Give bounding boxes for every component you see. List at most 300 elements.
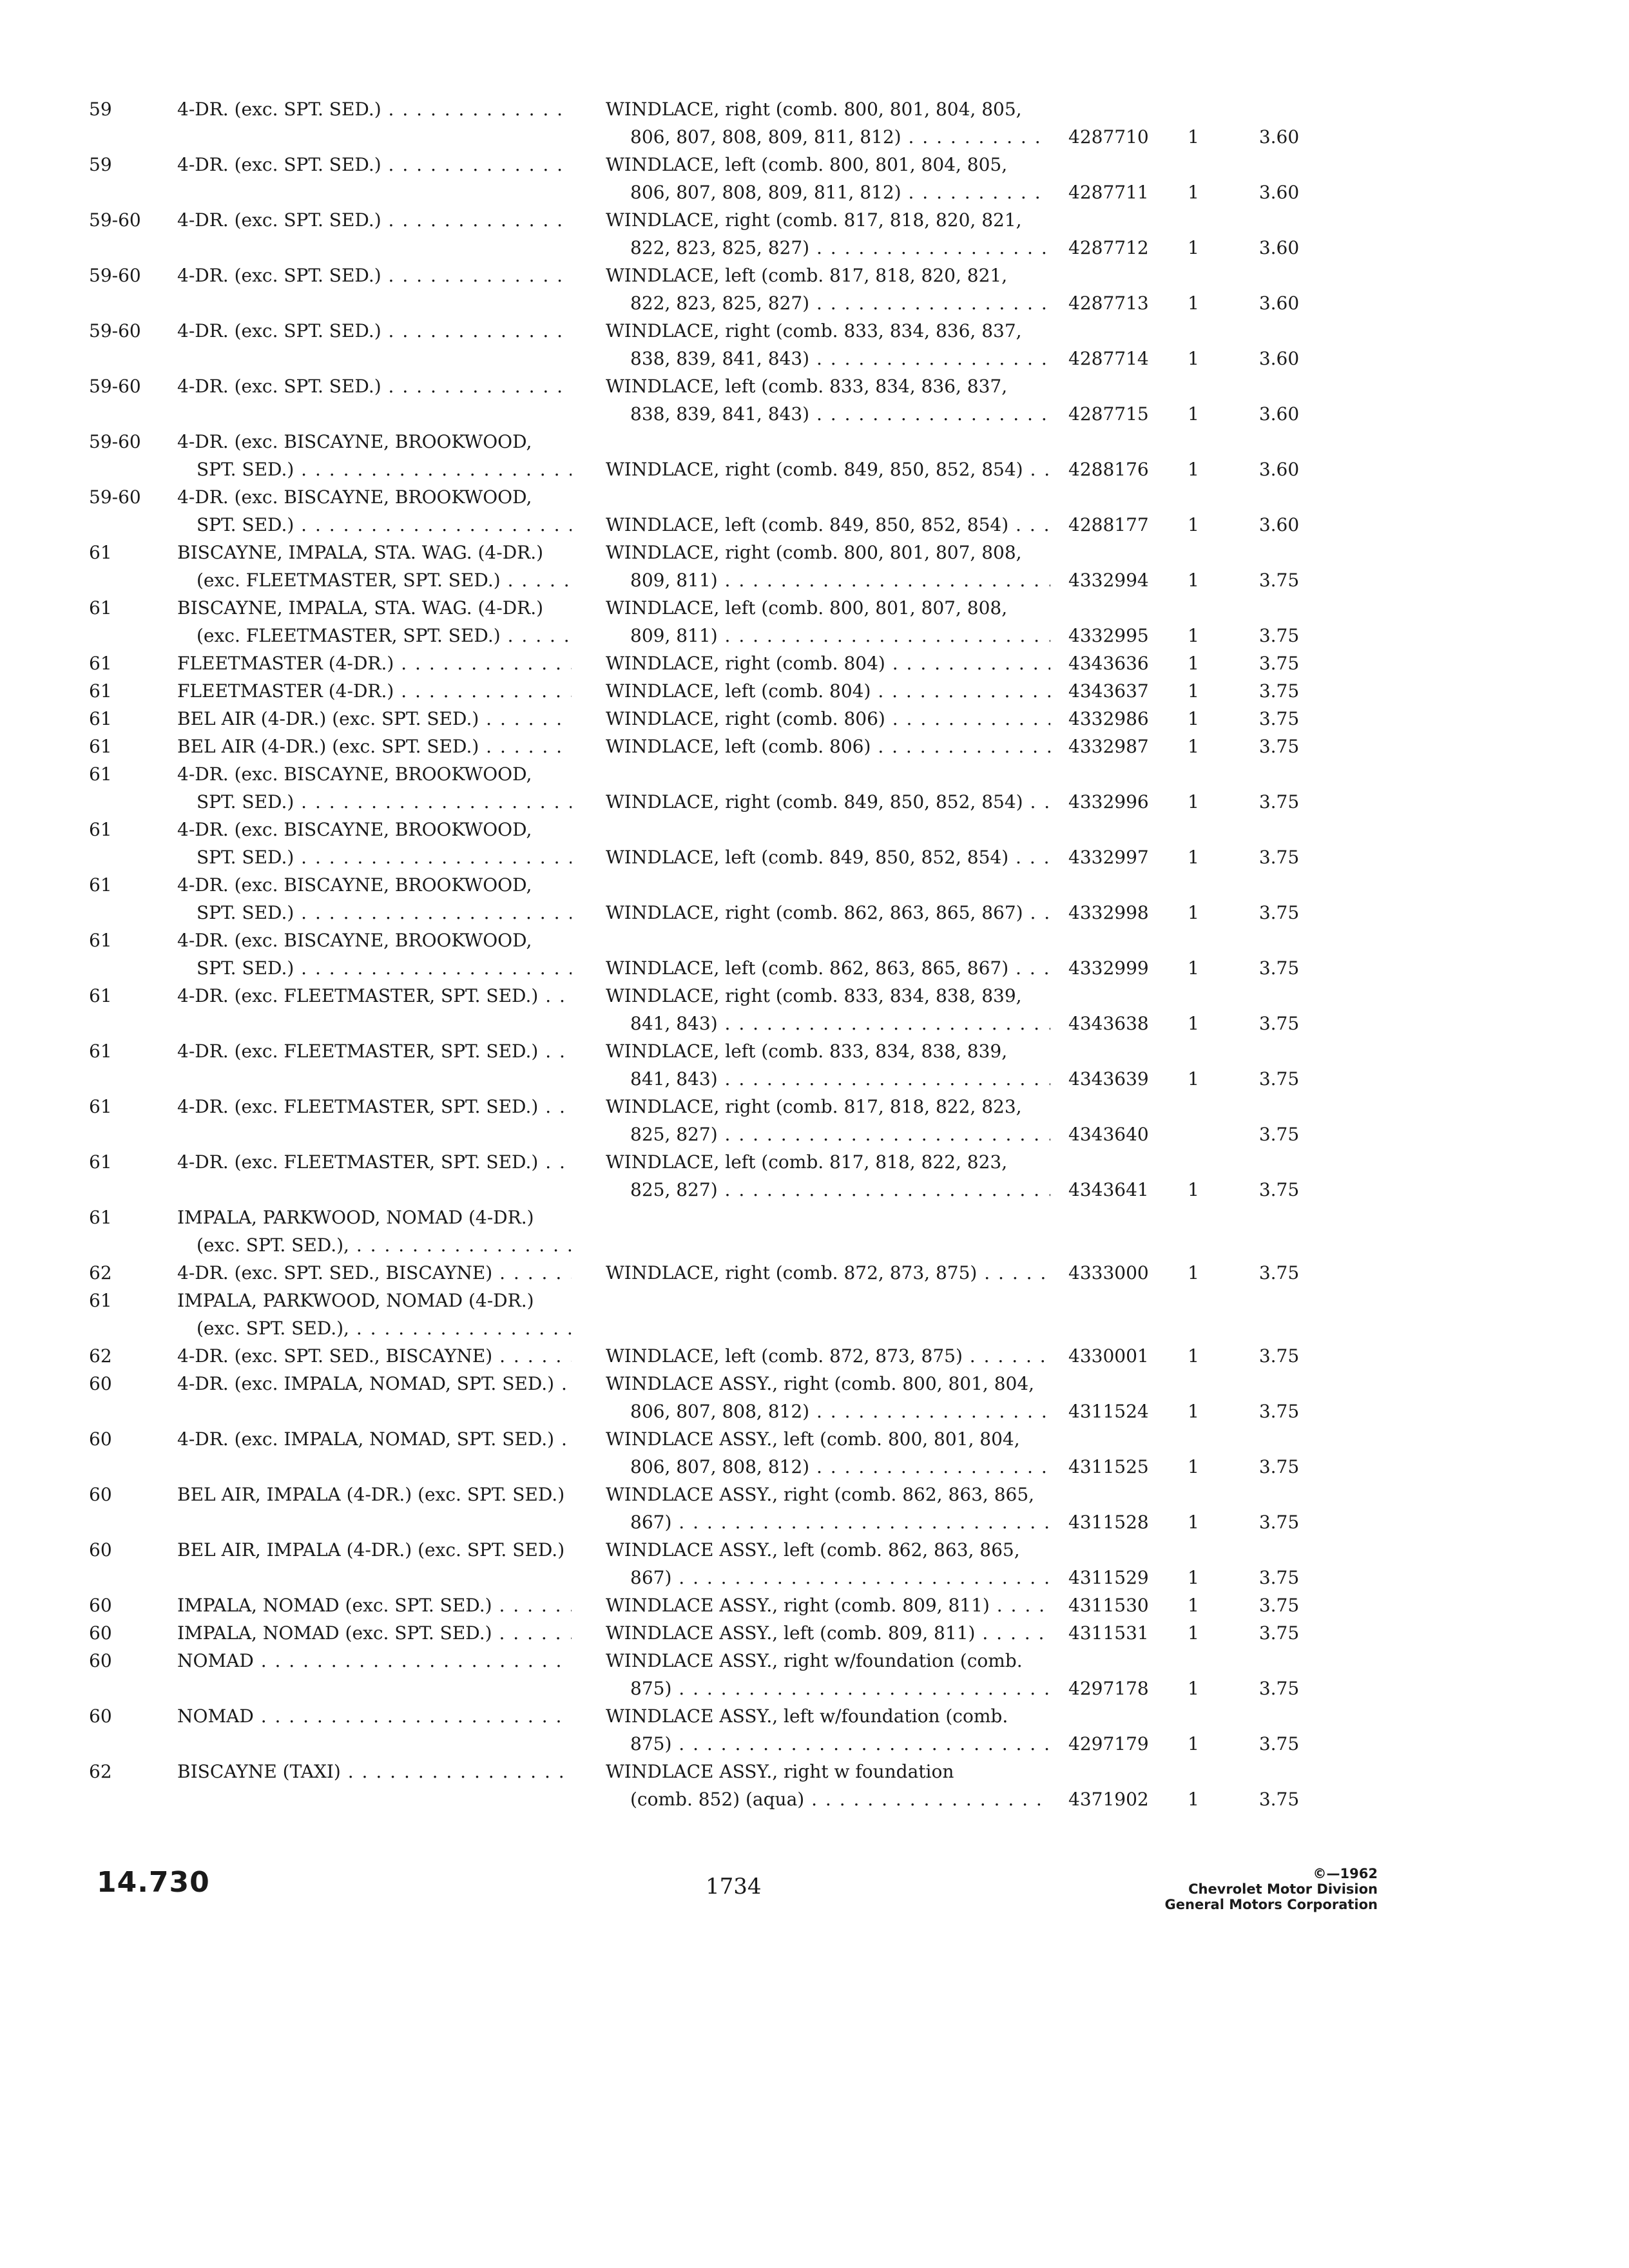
list-price: 3.75	[1258, 957, 1300, 979]
part-description: 867) . . .	[630, 1564, 1050, 1591]
entry-line	[0, 1536, 1629, 1564]
list-price: 3.75	[1258, 1345, 1300, 1367]
model-description: (exc. FLEETMASTER, SPT. SED.) . . .	[197, 566, 572, 594]
model-description: 4-DR. (exc. BISCAYNE, BROOKWOOD,	[177, 764, 532, 785]
parts-entry	[0, 1591, 1629, 1619]
model-year: 61	[89, 1290, 112, 1311]
model-description: 4-DR. (exc. IMPALA, NOMAD, SPT. SED.) . . .	[177, 1425, 572, 1453]
model-year: 61	[89, 736, 112, 757]
quantity: 1	[1188, 348, 1199, 369]
part-description: WINDLACE ASSY., left (comb. 800, 801, 804,	[606, 1428, 1020, 1450]
entry-line	[0, 345, 1629, 372]
model-description: BISCAYNE (TAXI) . . .	[177, 1758, 572, 1785]
quantity: 1	[1188, 1262, 1199, 1283]
entry-line	[0, 178, 1629, 206]
entry-line	[0, 871, 1629, 899]
model-description: BEL AIR (4-DR.) (exc. SPT. SED.) . . .	[177, 733, 572, 760]
part-number: 4333000	[1068, 1262, 1149, 1283]
model-year: 62	[89, 1262, 112, 1283]
quantity: 1	[1188, 1345, 1199, 1367]
entry-line	[0, 1481, 1629, 1508]
entry-line	[0, 1702, 1629, 1730]
part-description: 841, 843) . . .	[630, 1065, 1050, 1093]
entry-line	[0, 1508, 1629, 1536]
model-description: 4-DR. (exc. FLEETMASTER, SPT. SED.) . . .	[177, 1148, 572, 1176]
part-number: 4287714	[1068, 348, 1149, 369]
part-description: WINDLACE, right (comb. 804) . . .	[606, 649, 1050, 677]
part-number: 4332996	[1068, 791, 1149, 812]
model-description: BISCAYNE, IMPALA, STA. WAG. (4-DR.)	[177, 542, 544, 563]
part-description: WINDLACE, left (comb. 872, 873, 875) . . .	[606, 1342, 1050, 1370]
entry-line	[0, 372, 1629, 400]
list-price: 3.60	[1258, 514, 1300, 535]
part-number: 4297178	[1068, 1678, 1149, 1699]
list-price: 3.75	[1258, 1678, 1300, 1699]
entry-line	[0, 1176, 1629, 1204]
model-description: 4-DR. (exc. BISCAYNE, BROOKWOOD,	[177, 819, 532, 840]
part-description: 838, 839, 841, 843) . . .	[630, 400, 1050, 428]
quantity: 1	[1188, 708, 1199, 729]
part-number: 4288176	[1068, 459, 1149, 480]
part-description: 825, 827) . . .	[630, 1176, 1050, 1204]
model-description: FLEETMASTER (4-DR.) . . .	[177, 649, 572, 677]
parts-entry	[0, 483, 1629, 539]
quantity: 1	[1188, 625, 1199, 646]
model-description: IMPALA, NOMAD (exc. SPT. SED.) . . .	[177, 1591, 572, 1619]
entry-line	[0, 123, 1629, 151]
part-description: WINDLACE, left (comb. 800, 801, 807, 808,	[606, 597, 1008, 619]
part-description: WINDLACE ASSY., left w/foundation (comb.	[606, 1706, 1008, 1727]
parts-entry	[0, 95, 1629, 151]
part-description: WINDLACE, left (comb. 833, 834, 836, 837,	[606, 376, 1008, 397]
model-description: 4-DR. (exc. SPT. SED.) . . .	[177, 262, 572, 289]
model-description: 4-DR. (exc. SPT. SED., BISCAYNE) . . .	[177, 1259, 572, 1287]
model-description: IMPALA, PARKWOOD, NOMAD (4-DR.)	[177, 1290, 534, 1311]
parts-entry	[0, 816, 1629, 871]
parts-entry	[0, 1259, 1629, 1287]
part-description: 875) . . .	[630, 1675, 1050, 1702]
quantity: 1	[1188, 1068, 1199, 1090]
part-description: 867) . . .	[630, 1508, 1050, 1536]
parts-entry	[0, 1425, 1629, 1481]
model-year: 61	[89, 1041, 112, 1062]
model-description: BEL AIR, IMPALA (4-DR.) (exc. SPT. SED.) . . .	[177, 1481, 572, 1508]
section-number: 14.730	[97, 1866, 210, 1899]
model-year: 61	[89, 985, 112, 1006]
parts-entry	[0, 1619, 1629, 1647]
quantity: 1	[1188, 1401, 1199, 1422]
copyright-notice: ©—1962	[1313, 1866, 1378, 1881]
part-description: WINDLACE, right (comb. 817, 818, 822, 823,	[606, 1096, 1022, 1117]
model-year: 60	[89, 1706, 112, 1727]
model-year: 61	[89, 930, 112, 951]
parts-entry	[0, 1702, 1629, 1758]
parts-entry	[0, 206, 1629, 262]
quantity: 1	[1188, 1179, 1199, 1200]
model-description: 4-DR. (exc. SPT. SED.) . . .	[177, 317, 572, 345]
part-description: WINDLACE ASSY., right w foundation	[606, 1761, 954, 1782]
list-price: 3.75	[1258, 653, 1300, 674]
parts-entry	[0, 677, 1629, 705]
entry-line	[0, 1093, 1629, 1120]
part-description: WINDLACE, left (comb. 804) . . .	[606, 677, 1050, 705]
model-year: 59-60	[89, 209, 141, 231]
model-description: 4-DR. (exc. SPT. SED.) . . .	[177, 151, 572, 178]
parts-entry	[0, 1037, 1629, 1093]
entry-line	[0, 400, 1629, 428]
part-number: 4332997	[1068, 847, 1149, 868]
entry-line	[0, 594, 1629, 622]
parts-entry	[0, 594, 1629, 649]
part-number: 4311531	[1068, 1622, 1149, 1644]
quantity: 1	[1188, 126, 1199, 148]
entry-line	[0, 511, 1629, 539]
model-description: 4-DR. (exc. IMPALA, NOMAD, SPT. SED.) . . .	[177, 1370, 572, 1398]
model-year: 60	[89, 1595, 112, 1616]
part-description: 875) . . .	[630, 1730, 1050, 1758]
part-description: WINDLACE, right (comb. 800, 801, 804, 805,	[606, 99, 1022, 120]
publisher-division: Chevrolet Motor Division	[1188, 1881, 1378, 1897]
part-description: WINDLACE, right (comb. 800, 801, 807, 808,	[606, 542, 1022, 563]
part-description: 841, 843) . . .	[630, 1010, 1050, 1037]
model-description: 4-DR. (exc. SPT. SED., BISCAYNE) . . .	[177, 1342, 572, 1370]
parts-entry	[0, 372, 1629, 428]
model-description: BISCAYNE, IMPALA, STA. WAG. (4-DR.)	[177, 597, 544, 619]
part-description: 806, 807, 808, 809, 811, 812) . . .	[630, 178, 1050, 206]
model-year: 60	[89, 1373, 112, 1394]
part-number: 4287715	[1068, 403, 1149, 425]
parts-entry	[0, 1204, 1629, 1259]
list-price: 3.75	[1258, 1567, 1300, 1588]
part-description: 825, 827) . . .	[630, 1120, 1050, 1148]
model-description: 4-DR. (exc. FLEETMASTER, SPT. SED.) . . .	[177, 1093, 572, 1120]
list-price: 3.60	[1258, 293, 1300, 314]
list-price: 3.75	[1258, 1456, 1300, 1477]
model-year: 59	[89, 99, 112, 120]
part-description: (comb. 852) (aqua) . . .	[630, 1785, 1050, 1813]
list-price: 3.75	[1258, 708, 1300, 729]
publisher-corporation: General Motors Corporation	[1164, 1897, 1378, 1912]
entry-line	[0, 1730, 1629, 1758]
model-description: 4-DR. (exc. SPT. SED.) . . .	[177, 206, 572, 234]
entry-line	[0, 1148, 1629, 1176]
part-description: WINDLACE, right (comb. 833, 834, 838, 839,	[606, 985, 1022, 1006]
part-description: WINDLACE ASSY., right (comb. 809, 811) . . .	[606, 1591, 1050, 1619]
model-description: BEL AIR, IMPALA (4-DR.) (exc. SPT. SED.) . . .	[177, 1536, 572, 1564]
part-description: 809, 811) . . .	[630, 566, 1050, 594]
quantity: 1	[1188, 902, 1199, 923]
entry-line	[0, 428, 1629, 456]
part-description: 806, 807, 808, 812) . . .	[630, 1453, 1050, 1481]
part-description: WINDLACE ASSY., left (comb. 862, 863, 865,	[606, 1539, 1020, 1561]
model-year: 60	[89, 1622, 112, 1644]
part-description: WINDLACE, right (comb. 833, 834, 836, 837,	[606, 320, 1022, 341]
part-number: 4288177	[1068, 514, 1149, 535]
list-price: 3.75	[1258, 791, 1300, 812]
entry-line	[0, 760, 1629, 788]
quantity: 1	[1188, 1567, 1199, 1588]
model-description: (exc. FLEETMASTER, SPT. SED.) . . .	[197, 622, 572, 649]
entry-line	[0, 622, 1629, 649]
model-description: (exc. SPT. SED.), . . .	[197, 1314, 572, 1342]
parts-entry	[0, 151, 1629, 206]
entry-line	[0, 1785, 1629, 1813]
model-description: 4-DR. (exc. BISCAYNE, BROOKWOOD,	[177, 874, 532, 896]
model-year: 61	[89, 708, 112, 729]
model-description: 4-DR. (exc. FLEETMASTER, SPT. SED.) . . .	[177, 982, 572, 1010]
part-number: 4343638	[1068, 1013, 1149, 1034]
parts-entry	[0, 760, 1629, 816]
model-description: SPT. SED.) . . .	[197, 954, 572, 982]
entry-line	[0, 899, 1629, 927]
part-description: 809, 811) . . .	[630, 622, 1050, 649]
quantity: 1	[1188, 957, 1199, 979]
quantity: 1	[1188, 791, 1199, 812]
parts-entry	[0, 262, 1629, 317]
model-description: IMPALA, PARKWOOD, NOMAD (4-DR.)	[177, 1207, 534, 1228]
parts-entry	[0, 649, 1629, 677]
list-price: 3.75	[1258, 1622, 1300, 1644]
entry-line	[0, 1619, 1629, 1647]
model-year: 59	[89, 154, 112, 175]
part-number: 4330001	[1068, 1345, 1149, 1367]
quantity: 1	[1188, 1013, 1199, 1034]
entry-line	[0, 1675, 1629, 1702]
model-year: 60	[89, 1484, 112, 1505]
part-number: 4343639	[1068, 1068, 1149, 1090]
quantity: 1	[1188, 570, 1199, 591]
part-description: WINDLACE ASSY., right (comb. 800, 801, 804,	[606, 1373, 1035, 1394]
part-description: WINDLACE, right (comb. 872, 873, 875) . . .	[606, 1259, 1050, 1287]
part-number: 4332987	[1068, 736, 1149, 757]
entry-line	[0, 1314, 1629, 1342]
entry-line	[0, 1065, 1629, 1093]
quantity: 1	[1188, 680, 1199, 702]
list-price: 3.75	[1258, 1733, 1300, 1754]
model-year: 61	[89, 819, 112, 840]
part-number: 4332994	[1068, 570, 1149, 591]
part-description: 806, 807, 808, 809, 811, 812) . . .	[630, 123, 1050, 151]
model-year: 61	[89, 874, 112, 896]
model-year: 60	[89, 1650, 112, 1671]
entry-line	[0, 733, 1629, 760]
parts-entry	[0, 1370, 1629, 1425]
part-description: 838, 839, 841, 843) . . .	[630, 345, 1050, 372]
parts-entry	[0, 1148, 1629, 1204]
model-year: 59-60	[89, 320, 141, 341]
model-description: SPT. SED.) . . .	[197, 456, 572, 483]
model-year: 61	[89, 542, 112, 563]
entry-line	[0, 1425, 1629, 1453]
model-description: SPT. SED.) . . .	[197, 511, 572, 539]
list-price: 3.60	[1258, 459, 1300, 480]
entry-line	[0, 234, 1629, 262]
quantity: 1	[1188, 1789, 1199, 1810]
model-year: 59-60	[89, 431, 141, 452]
part-description: WINDLACE, right (comb. 849, 850, 852, 854) . . .	[606, 788, 1050, 816]
entry-line	[0, 816, 1629, 843]
part-description: WINDLACE, left (comb. 800, 801, 804, 805,	[606, 154, 1008, 175]
entry-line	[0, 649, 1629, 677]
list-price: 3.75	[1258, 625, 1300, 646]
entry-line	[0, 1564, 1629, 1591]
list-price: 3.75	[1258, 902, 1300, 923]
part-number: 4311528	[1068, 1512, 1149, 1533]
entry-line	[0, 1287, 1629, 1314]
model-description: (exc. SPT. SED.), . . .	[197, 1231, 572, 1259]
entry-line	[0, 483, 1629, 511]
quantity: 1	[1188, 459, 1199, 480]
entry-line	[0, 317, 1629, 345]
part-description: WINDLACE, right (comb. 862, 863, 865, 867) . . .	[606, 899, 1050, 927]
part-number: 4332995	[1068, 625, 1149, 646]
part-number: 4311529	[1068, 1567, 1149, 1588]
part-description: WINDLACE ASSY., left (comb. 809, 811) . . .	[606, 1619, 1050, 1647]
quantity: 1	[1188, 1678, 1199, 1699]
list-price: 3.75	[1258, 680, 1300, 702]
part-number: 4297179	[1068, 1733, 1149, 1754]
list-price: 3.75	[1258, 736, 1300, 757]
model-description: FLEETMASTER (4-DR.) . . .	[177, 677, 572, 705]
publisher-block	[1165, 1866, 1378, 1912]
list-price: 3.75	[1258, 1013, 1300, 1034]
entry-line	[0, 539, 1629, 566]
part-description: WINDLACE ASSY., right w/foundation (comb.	[606, 1650, 1023, 1671]
part-number: 4332999	[1068, 957, 1149, 979]
page-number: 1734	[706, 1874, 762, 1899]
part-description: 806, 807, 808, 812) . . .	[630, 1398, 1050, 1425]
quantity: 1	[1188, 403, 1199, 425]
part-number: 4371902	[1068, 1789, 1149, 1810]
part-number: 4311525	[1068, 1456, 1149, 1477]
entry-line	[0, 1398, 1629, 1425]
model-year: 61	[89, 1207, 112, 1228]
entry-line	[0, 927, 1629, 954]
entry-line	[0, 677, 1629, 705]
entry-line	[0, 1231, 1629, 1259]
parts-entry	[0, 1093, 1629, 1148]
entry-line	[0, 262, 1629, 289]
model-description: BEL AIR (4-DR.) (exc. SPT. SED.) . . .	[177, 705, 572, 733]
part-number: 4287711	[1068, 182, 1149, 203]
quantity: 1	[1188, 1456, 1199, 1477]
entry-line	[0, 151, 1629, 178]
part-description: WINDLACE, left (comb. 817, 818, 820, 821,	[606, 265, 1008, 286]
entry-line	[0, 289, 1629, 317]
entry-line	[0, 456, 1629, 483]
quantity: 1	[1188, 293, 1199, 314]
part-description: WINDLACE, left (comb. 806) . . .	[606, 733, 1050, 760]
part-number: 4287713	[1068, 293, 1149, 314]
model-year: 61	[89, 1096, 112, 1117]
list-price: 3.75	[1258, 1179, 1300, 1200]
part-number: 4311524	[1068, 1401, 1149, 1422]
part-description: WINDLACE, left (comb. 849, 850, 852, 854) . . .	[606, 843, 1050, 871]
list-price: 3.75	[1258, 1068, 1300, 1090]
list-price: 3.75	[1258, 1401, 1300, 1422]
part-description: WINDLACE, left (comb. 849, 850, 852, 854) . . .	[606, 511, 1050, 539]
list-price: 3.75	[1258, 570, 1300, 591]
list-price: 3.75	[1258, 1789, 1300, 1810]
model-description: 4-DR. (exc. FLEETMASTER, SPT. SED.) . . .	[177, 1037, 572, 1065]
part-number: 4343641	[1068, 1179, 1149, 1200]
quantity: 1	[1188, 653, 1199, 674]
part-number: 4287712	[1068, 237, 1149, 258]
parts-entry	[0, 705, 1629, 733]
list-price: 3.75	[1258, 1512, 1300, 1533]
entry-line	[0, 566, 1629, 594]
entry-line	[0, 1758, 1629, 1785]
part-description: 822, 823, 825, 827) . . .	[630, 289, 1050, 317]
part-number: 4343637	[1068, 680, 1149, 702]
part-number: 4287710	[1068, 126, 1149, 148]
part-number: 4311530	[1068, 1595, 1149, 1616]
parts-entry	[0, 1342, 1629, 1370]
part-description: 822, 823, 825, 827) . . .	[630, 234, 1050, 262]
parts-entry	[0, 1481, 1629, 1536]
model-description: SPT. SED.) . . .	[197, 899, 572, 927]
model-year: 62	[89, 1761, 112, 1782]
model-description: 4-DR. (exc. SPT. SED.) . . .	[177, 372, 572, 400]
quantity: 1	[1188, 736, 1199, 757]
parts-entry	[0, 871, 1629, 927]
model-year: 61	[89, 680, 112, 702]
quantity: 1	[1188, 1512, 1199, 1533]
part-description: WINDLACE, left (comb. 817, 818, 822, 823,	[606, 1151, 1008, 1173]
model-year: 61	[89, 764, 112, 785]
quantity: 1	[1188, 514, 1199, 535]
entry-line	[0, 705, 1629, 733]
parts-entry	[0, 1647, 1629, 1702]
quantity: 1	[1188, 1733, 1199, 1754]
model-description: SPT. SED.) . . .	[197, 788, 572, 816]
quantity: 1	[1188, 1595, 1199, 1616]
entry-line	[0, 1037, 1629, 1065]
entry-line	[0, 95, 1629, 123]
model-year: 60	[89, 1539, 112, 1561]
entry-line	[0, 1370, 1629, 1398]
part-number: 4343636	[1068, 653, 1149, 674]
model-description: 4-DR. (exc. BISCAYNE, BROOKWOOD,	[177, 486, 532, 508]
entry-line	[0, 1453, 1629, 1481]
model-year: 60	[89, 1428, 112, 1450]
model-year: 61	[89, 653, 112, 674]
entry-line	[0, 954, 1629, 982]
parts-entry	[0, 428, 1629, 483]
parts-list	[0, 95, 1629, 1813]
model-description: IMPALA, NOMAD (exc. SPT. SED.) . . .	[177, 1619, 572, 1647]
list-price: 3.75	[1258, 1124, 1300, 1145]
entry-line	[0, 1647, 1629, 1675]
entry-line	[0, 843, 1629, 871]
part-description: WINDLACE, right (comb. 806) . . .	[606, 705, 1050, 733]
model-description: NOMAD . . .	[177, 1647, 572, 1675]
part-description: WINDLACE, right (comb. 817, 818, 820, 821,	[606, 209, 1022, 231]
list-price: 3.60	[1258, 403, 1300, 425]
list-price: 3.75	[1258, 1595, 1300, 1616]
model-description: 4-DR. (exc. BISCAYNE, BROOKWOOD,	[177, 431, 532, 452]
parts-entry	[0, 539, 1629, 594]
model-description: NOMAD . . .	[177, 1702, 572, 1730]
entry-line	[0, 1204, 1629, 1231]
quantity: 1	[1188, 182, 1199, 203]
part-number: 4343640	[1068, 1124, 1149, 1145]
entry-line	[0, 1342, 1629, 1370]
model-year: 61	[89, 597, 112, 619]
parts-entry	[0, 1758, 1629, 1813]
model-description: 4-DR. (exc. BISCAYNE, BROOKWOOD,	[177, 930, 532, 951]
entry-line	[0, 1010, 1629, 1037]
